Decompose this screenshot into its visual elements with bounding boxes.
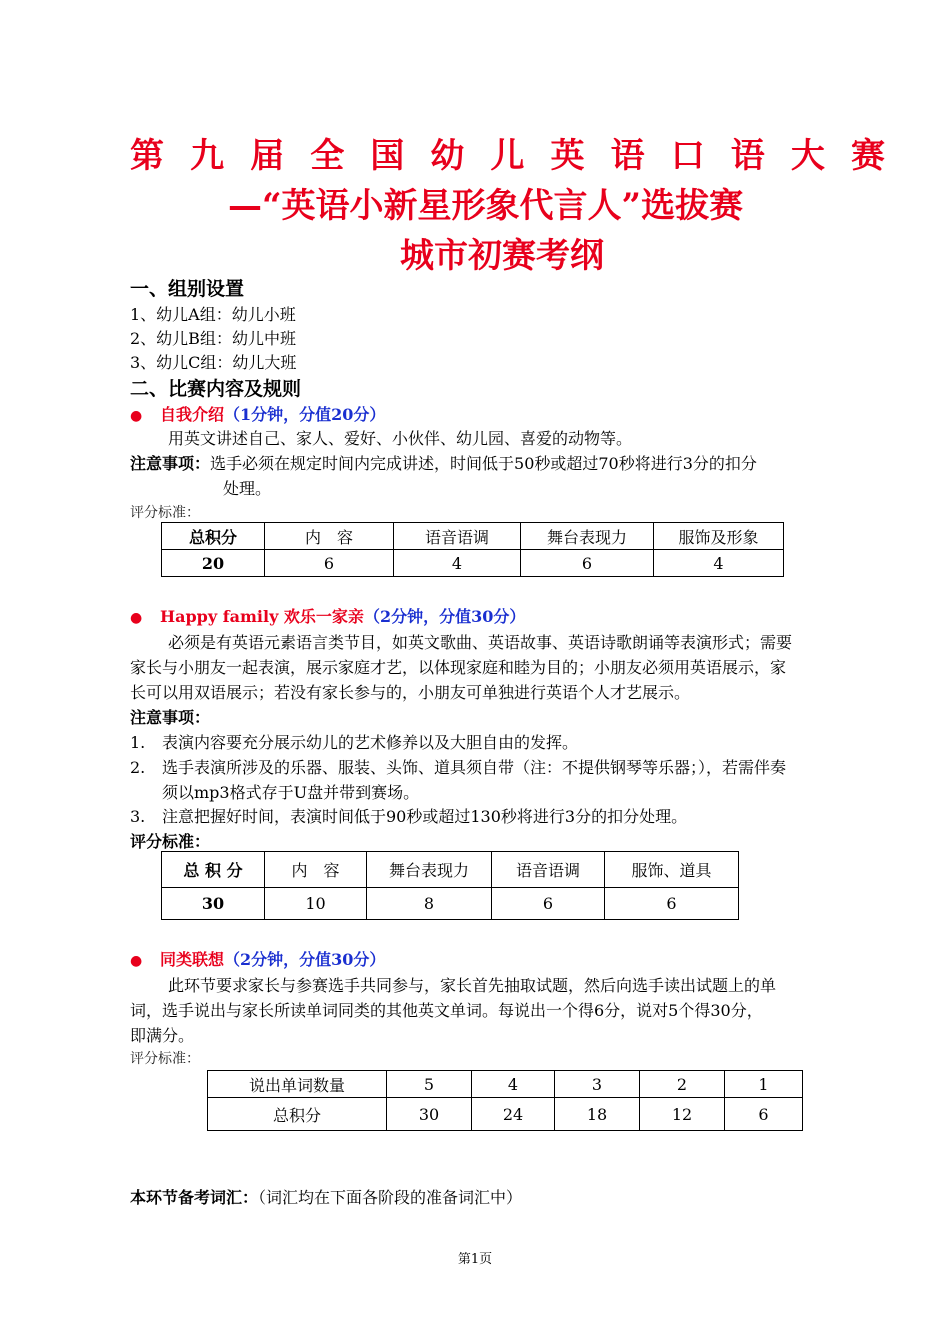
title-char: 届 [250, 136, 285, 176]
table-header: 内 容 [265, 523, 394, 550]
part2-desc-line: 家长与小朋友一起表演，展示家庭才艺，以体现家庭和睦为目的；小朋友必须用英语展示，家 [130, 658, 787, 677]
part1-note-cont: 处理。 [223, 479, 272, 498]
table-header: 语音语调 [492, 852, 605, 888]
title-char: 九 [190, 136, 225, 176]
table-cell: 12 [640, 1098, 725, 1131]
table-cell: 1 [725, 1071, 803, 1098]
part2-note-item-cont: 须以mp3格式存于U盘并带到赛场。 [162, 783, 420, 802]
table-row-label: 说出单词数量 [208, 1071, 387, 1098]
section1-heading: 一、组别设置 [130, 278, 245, 300]
table-cell: 6 [265, 550, 394, 577]
table-cell: 30 [387, 1098, 472, 1131]
part3-name: 同类联想 [160, 950, 225, 969]
part3-heading [130, 947, 385, 970]
part1-score-table [161, 522, 784, 577]
note-text: 选手必须在规定时间内完成讲述，时间低于50秒或超过70秒将进行3分的扣分 [210, 454, 757, 473]
part1-heading [130, 402, 385, 425]
table-cell: 2 [640, 1071, 725, 1098]
group-item: 3、幼儿C组：幼儿大班 [130, 353, 297, 372]
title-char: 大 [790, 136, 825, 176]
table-header: 舞台表现力 [521, 523, 654, 550]
part3-score-label: 评分标准： [130, 1051, 200, 1067]
note-label: 注意事项： [130, 454, 211, 473]
part3-score-table [207, 1070, 803, 1131]
table-cell: 20 [162, 550, 265, 577]
page-title-line3: 城市初赛考纲 [400, 236, 604, 276]
table-cell: 4 [654, 550, 784, 577]
table-header: 舞台表现力 [367, 852, 492, 888]
part1-name: 自我介绍 [160, 405, 225, 424]
table-header: 内 容 [265, 852, 367, 888]
part2-note-item: 2. 选手表演所涉及的乐器、服装、头饰、道具须自带（注：不提供钢琴等乐器；），若需伴奏 [130, 758, 787, 777]
vocab-label: 本环节备考词汇： [130, 1188, 259, 1207]
group-item: 2、幼儿B组：幼儿中班 [130, 329, 296, 348]
table-cell: 18 [555, 1098, 640, 1131]
title-char: 口 [670, 136, 705, 176]
part2-desc-line: 长可以用双语展示；若没有家长参与的，小朋友可单独进行英语个人才艺展示。 [130, 683, 691, 702]
title-char: 英 [550, 136, 585, 176]
part3-desc-line: 此环节要求家长与参赛选手共同参与，家长首先抽取试题，然后向选手读出试题上的单 [168, 976, 777, 995]
part2-name: Happy family 欢乐一家亲 [160, 607, 364, 626]
part1-meta: （1分钟，分值20分） [224, 405, 386, 424]
table-cell: 30 [162, 888, 265, 920]
part1-score-label: 评分标准： [130, 505, 200, 521]
bullet-icon: ● [130, 610, 143, 626]
part3-desc-line: 词，选手说出与家长所读单词同类的其他英文单词。每说出一个得6分，说对5个得30分， [130, 1001, 763, 1020]
vocab-text: （词汇均在下面各阶段的准备词汇中） [258, 1188, 523, 1207]
table-header: 总积分 [162, 523, 265, 550]
table-row-label: 总积分 [208, 1098, 387, 1131]
title-char: 儿 [490, 136, 525, 176]
title-char: 语 [610, 136, 645, 176]
page-title-line1 [130, 128, 885, 177]
bullet-icon: ● [130, 953, 143, 969]
title-char: 幼 [430, 136, 465, 176]
table-cell: 6 [725, 1098, 803, 1131]
part2-note-item: 1. 表演内容要充分展示幼儿的艺术修养以及大胆自由的发挥。 [130, 733, 579, 752]
table-cell: 8 [367, 888, 492, 920]
title-char: 赛 [850, 136, 885, 176]
title-char: 国 [370, 136, 405, 176]
table-cell: 10 [265, 888, 367, 920]
title-char: 语 [730, 136, 765, 176]
section2-heading: 二、比赛内容及规则 [130, 378, 302, 400]
part2-desc-line: 必须是有英语元素语言类节目，如英文歌曲、英语故事、英语诗歌朗诵等表演形式；需要 [168, 633, 793, 652]
title-char: 第 [130, 136, 164, 176]
group-item: 1、幼儿A组：幼儿小班 [130, 305, 296, 324]
part2-score-table [161, 851, 739, 920]
page-number: 第1页 [457, 1252, 493, 1267]
part2-meta: （2分钟，分值30分） [363, 607, 526, 626]
table-cell: 4 [394, 550, 521, 577]
page-title-line2: —“英语小新星形象代言人”选拔赛 [228, 186, 744, 226]
part3-meta: （2分钟，分值30分） [224, 950, 386, 969]
part2-note-item: 3. 注意把握好时间，表演时间低于90秒或超过130秒将进行3分的扣分处理。 [130, 807, 688, 826]
part1-note [130, 451, 757, 474]
table-cell: 24 [472, 1098, 555, 1131]
table-cell: 5 [387, 1071, 472, 1098]
table-cell: 6 [492, 888, 605, 920]
part2-score-label: 评分标准： [130, 832, 211, 851]
table-header: 语音语调 [394, 523, 521, 550]
table-header: 服饰、道具 [605, 852, 739, 888]
table-header: 总 积 分 [162, 852, 265, 888]
table-cell: 6 [521, 550, 654, 577]
part3-desc-line: 即满分。 [130, 1026, 195, 1045]
table-header: 服饰及形象 [654, 523, 784, 550]
vocab-note [130, 1185, 522, 1208]
bullet-icon: ● [130, 408, 143, 424]
part2-note-label: 注意事项： [130, 708, 211, 727]
table-cell: 6 [605, 888, 739, 920]
table-cell: 3 [555, 1071, 640, 1098]
part1-desc: 用英文讲述自己、家人、爱好、小伙伴、幼儿园、喜爱的动物等。 [168, 429, 633, 448]
title-char: 全 [310, 136, 345, 176]
table-cell: 4 [472, 1071, 555, 1098]
part2-heading [130, 604, 525, 627]
